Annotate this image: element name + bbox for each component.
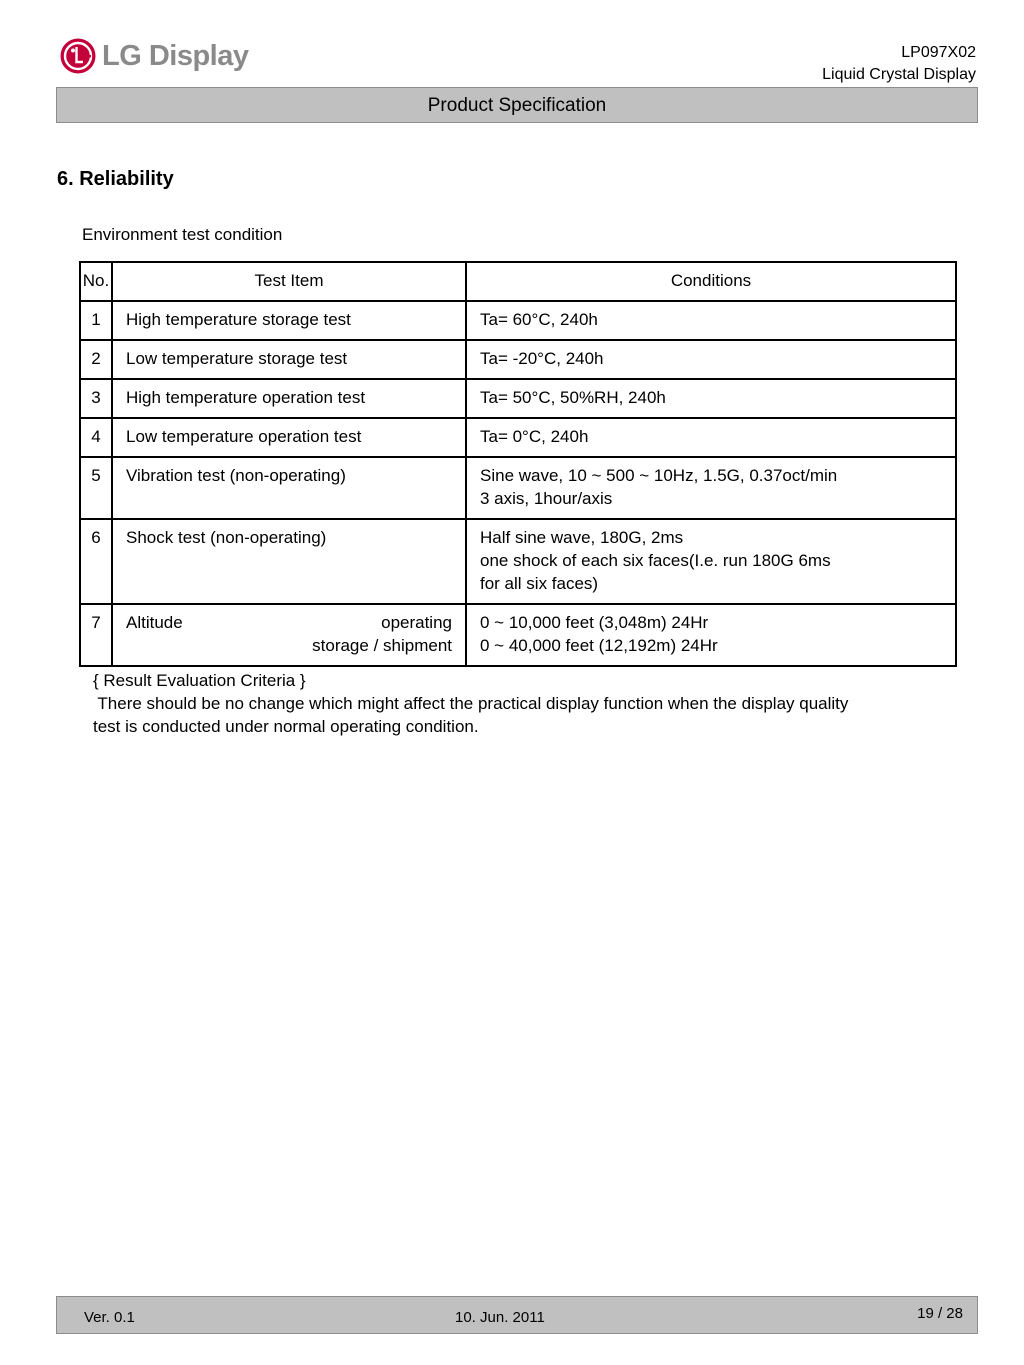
lg-logo-icon	[60, 38, 96, 74]
criteria-text-line: There should be no change which might affect the practical display function when the display quality	[93, 694, 849, 713]
test-conditions	[466, 379, 956, 418]
condition-line: 0 ~ 10,000 feet (3,048m) 24Hr	[480, 613, 709, 632]
criteria-text-line: test is conducted under normal operating condition.	[93, 717, 479, 736]
altitude-label: Altitude	[126, 613, 183, 632]
table-row	[80, 519, 956, 604]
footer-bar	[56, 1296, 978, 1334]
row-number: 6	[80, 519, 112, 604]
condition-line: Ta= -20°C, 240h	[480, 349, 604, 368]
table-subheading: Environment test condition	[82, 225, 283, 244]
test-item: High temperature storage test	[112, 301, 466, 340]
table-row	[80, 301, 956, 340]
altitude-line	[126, 611, 452, 634]
condition-line: for all six faces)	[480, 574, 599, 593]
model-number: LP097X02	[901, 44, 976, 61]
altitude-mode-storage: storage / shipment	[312, 636, 452, 655]
test-conditions	[466, 604, 956, 666]
column-header-conditions: Conditions	[466, 262, 956, 301]
row-number: 7	[80, 604, 112, 666]
column-header-test-item: Test Item	[112, 262, 466, 301]
test-item: Vibration test (non-operating)	[112, 457, 466, 519]
document-title: Product Specification	[427, 95, 607, 116]
test-item: Low temperature storage test	[112, 340, 466, 379]
row-number: 1	[80, 301, 112, 340]
condition-line: Ta= 50°C, 50%RH, 240h	[480, 388, 666, 407]
table-row	[80, 418, 956, 457]
footer-date: 10. Jun. 2011	[455, 1309, 545, 1326]
header-model-info	[822, 42, 976, 86]
condition-line: one shock of each six faces(I.e. run 180G 6ms	[480, 551, 831, 570]
table-row	[80, 604, 956, 666]
test-conditions	[466, 418, 956, 457]
document-title-bar	[56, 87, 978, 123]
test-item: High temperature operation test	[112, 379, 466, 418]
condition-line: Ta= 0°C, 240h	[480, 427, 589, 446]
section-heading: 6. Reliability	[57, 168, 174, 190]
row-number: 2	[80, 340, 112, 379]
test-conditions	[466, 457, 956, 519]
altitude-mode-operating: operating	[381, 613, 452, 632]
footer-version: Ver. 0.1	[84, 1309, 135, 1326]
row-number: 4	[80, 418, 112, 457]
test-item: Low temperature operation test	[112, 418, 466, 457]
condition-line: 3 axis, 1hour/axis	[480, 489, 613, 508]
condition-line: Ta= 60°C, 240h	[480, 310, 598, 329]
product-type: Liquid Crystal Display	[822, 66, 976, 83]
test-item	[112, 604, 466, 666]
row-number: 5	[80, 457, 112, 519]
result-evaluation-criteria	[93, 669, 953, 738]
row-number: 3	[80, 379, 112, 418]
test-conditions	[466, 301, 956, 340]
table-row	[80, 457, 956, 519]
table-header-row	[80, 262, 956, 301]
logo-text: LG Display	[102, 39, 249, 72]
table-row	[80, 379, 956, 418]
criteria-title: { Result Evaluation Criteria }	[93, 671, 306, 690]
lg-display-logo	[60, 37, 249, 75]
footer-page-number: 19 / 28	[917, 1305, 963, 1322]
condition-line: Sine wave, 10 ~ 500 ~ 10Hz, 1.5G, 0.37oct/min	[480, 466, 838, 485]
test-item: Shock test (non-operating)	[112, 519, 466, 604]
table-row	[80, 340, 956, 379]
test-conditions	[466, 519, 956, 604]
condition-line: 0 ~ 40,000 feet (12,192m) 24Hr	[480, 636, 718, 655]
column-header-no: No.	[80, 262, 112, 301]
reliability-table	[79, 261, 957, 667]
condition-line: Half sine wave, 180G, 2ms	[480, 528, 684, 547]
test-conditions	[466, 340, 956, 379]
